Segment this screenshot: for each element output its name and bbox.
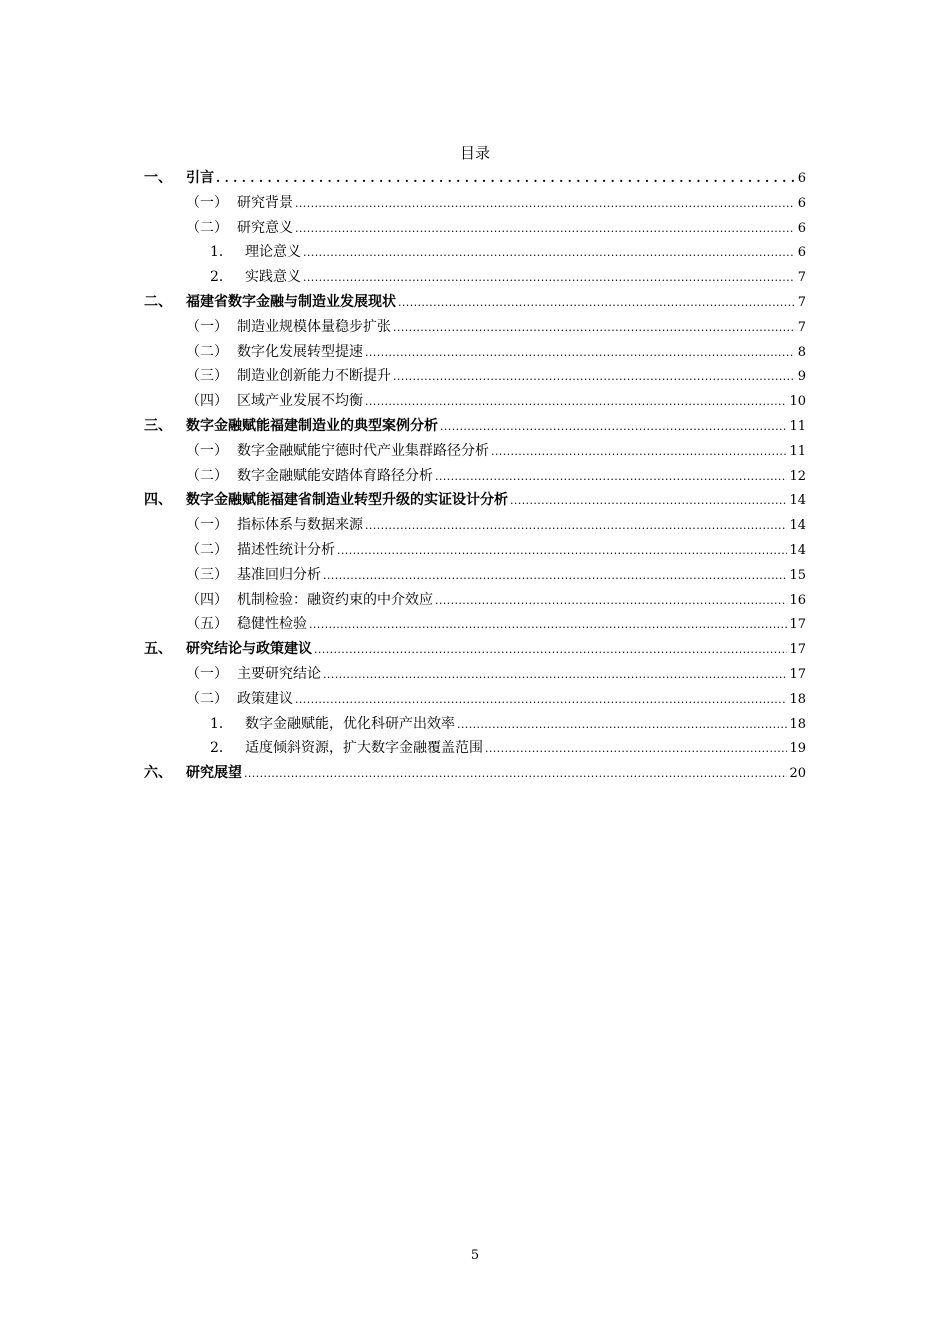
dot-leader bbox=[337, 539, 787, 564]
toc-entry-page: 18 bbox=[789, 691, 806, 707]
toc-entry-page: 10 bbox=[789, 394, 806, 410]
toc-entry-label: 数字金融赋能福建省制造业转型升级的实证设计分析 bbox=[186, 492, 508, 509]
toc-entry-level-2[interactable] bbox=[144, 464, 806, 489]
toc-entry-page: 20 bbox=[789, 766, 806, 782]
toc-entry-label: 政策建议 bbox=[237, 690, 293, 707]
toc-entry-level-2[interactable] bbox=[144, 340, 806, 365]
toc-entry-number: 六、 bbox=[144, 765, 172, 782]
toc-entry-page: 7 bbox=[797, 319, 806, 335]
dot-leader bbox=[365, 341, 794, 366]
toc-entry-page: 17 bbox=[789, 617, 806, 633]
toc-entry-label: 指标体系与数据来源 bbox=[237, 517, 363, 534]
toc-entry-level-3[interactable] bbox=[144, 712, 806, 737]
dot-leader bbox=[435, 589, 787, 614]
toc-entry-label: 研究意义 bbox=[237, 219, 293, 236]
dot-leader bbox=[365, 390, 787, 415]
toc-entry-page: 6 bbox=[797, 245, 806, 261]
toc-entry-level-2[interactable] bbox=[144, 513, 806, 538]
toc-entry-page: 14 bbox=[789, 493, 806, 509]
toc-entry-number: （二） bbox=[186, 343, 228, 360]
page-number: 5 bbox=[470, 1248, 480, 1263]
toc-entry-number: （二） bbox=[186, 467, 228, 484]
toc-entry-label: 机制检验：融资约束的中介效应 bbox=[237, 591, 433, 608]
toc-entry-page: 18 bbox=[789, 716, 806, 732]
toc-entry-label: 数字金融赋能，优化科研产出效率 bbox=[245, 715, 455, 732]
toc-entry-number: 五、 bbox=[144, 641, 172, 658]
dot-leader bbox=[393, 365, 794, 390]
toc-entry-page: 8 bbox=[797, 344, 806, 360]
table-of-contents bbox=[144, 166, 806, 786]
toc-entry-level-3[interactable] bbox=[144, 736, 806, 761]
toc-entry-number: （一） bbox=[186, 194, 228, 211]
toc-entry-page: 19 bbox=[789, 741, 806, 757]
toc-entry-page: 12 bbox=[789, 468, 806, 484]
dot-leader bbox=[393, 316, 794, 341]
toc-entry-label: 福建省数字金融与制造业发展现状 bbox=[186, 293, 396, 310]
toc-entry-number: （三） bbox=[186, 368, 228, 385]
dot-leader bbox=[398, 291, 794, 316]
toc-entry-number: 二、 bbox=[144, 293, 172, 310]
toc-entry-page: 14 bbox=[789, 518, 806, 534]
toc-entry-page: 17 bbox=[789, 642, 806, 658]
toc-entry-level-1[interactable] bbox=[144, 166, 806, 191]
dot-leader bbox=[510, 489, 787, 514]
toc-entry-number: （二） bbox=[186, 541, 228, 558]
toc-entry-label: 稳健性检验 bbox=[237, 616, 307, 633]
toc-entry-level-1[interactable] bbox=[144, 761, 806, 786]
toc-entry-level-2[interactable] bbox=[144, 662, 806, 687]
toc-entry-label: 研究结论与政策建议 bbox=[186, 641, 312, 658]
toc-entry-level-3[interactable] bbox=[144, 265, 806, 290]
toc-entry-label: 制造业规模体量稳步扩张 bbox=[237, 318, 391, 335]
toc-entry-level-2[interactable] bbox=[144, 687, 806, 712]
toc-entry-number: （一） bbox=[186, 665, 228, 682]
dot-leader bbox=[216, 166, 794, 191]
toc-entry-number: （四） bbox=[186, 591, 228, 608]
toc-entry-page: 7 bbox=[797, 270, 806, 286]
toc-entry-page: 11 bbox=[789, 418, 806, 434]
toc-entry-number: （一） bbox=[186, 517, 228, 534]
dot-leader bbox=[323, 663, 787, 688]
dot-leader bbox=[440, 415, 787, 440]
toc-entry-level-2[interactable] bbox=[144, 588, 806, 613]
toc-entry-label: 区域产业发展不均衡 bbox=[237, 393, 363, 410]
toc-entry-level-2[interactable] bbox=[144, 439, 806, 464]
dot-leader bbox=[295, 217, 794, 242]
toc-entry-number: 1． bbox=[210, 715, 233, 732]
toc-entry-level-1[interactable] bbox=[144, 637, 806, 662]
toc-entry-label: 数字金融赋能福建制造业的典型案例分析 bbox=[186, 417, 438, 434]
toc-entry-label: 描述性统计分析 bbox=[237, 541, 335, 558]
toc-entry-level-2[interactable] bbox=[144, 563, 806, 588]
toc-entry-label: 数字化发展转型提速 bbox=[237, 343, 363, 360]
toc-entry-page: 6 bbox=[797, 171, 806, 186]
toc-entry-number: （五） bbox=[186, 616, 228, 633]
toc-entry-level-1[interactable] bbox=[144, 488, 806, 513]
dot-leader bbox=[303, 266, 794, 291]
dot-leader bbox=[485, 737, 787, 762]
toc-entry-number: （一） bbox=[186, 442, 228, 459]
toc-entry-label: 制造业创新能力不断提升 bbox=[237, 368, 391, 385]
toc-entry-number: （三） bbox=[186, 566, 228, 583]
dot-leader bbox=[457, 713, 787, 738]
toc-entry-level-3[interactable] bbox=[144, 240, 806, 265]
toc-entry-label: 基准回归分析 bbox=[237, 566, 321, 583]
toc-entry-label: 研究展望 bbox=[186, 765, 242, 782]
toc-entry-page: 6 bbox=[797, 195, 806, 211]
toc-entry-level-1[interactable] bbox=[144, 414, 806, 439]
dot-leader bbox=[295, 192, 794, 217]
dot-leader bbox=[309, 613, 787, 638]
toc-title: 目录 bbox=[459, 144, 490, 162]
toc-entry-level-1[interactable] bbox=[144, 290, 806, 315]
toc-entry-level-2[interactable] bbox=[144, 612, 806, 637]
toc-entry-number: （一） bbox=[186, 318, 228, 335]
dot-leader bbox=[303, 241, 794, 266]
toc-entry-number: 四、 bbox=[144, 492, 172, 509]
dot-leader bbox=[491, 440, 787, 465]
toc-entry-number: 1． bbox=[210, 244, 233, 261]
toc-entry-level-2[interactable] bbox=[144, 216, 806, 241]
dot-leader bbox=[365, 514, 787, 539]
toc-entry-number: 三、 bbox=[144, 417, 172, 434]
toc-entry-label: 理论意义 bbox=[245, 244, 301, 261]
dot-leader bbox=[244, 762, 787, 787]
toc-entry-label: 研究背景 bbox=[237, 194, 293, 211]
toc-entry-label: 主要研究结论 bbox=[237, 665, 321, 682]
toc-entry-label: 数字金融赋能宁德时代产业集群路径分析 bbox=[237, 442, 489, 459]
toc-entry-level-2[interactable] bbox=[144, 389, 806, 414]
toc-entry-number: 一、 bbox=[144, 170, 172, 186]
toc-entry-level-2[interactable] bbox=[144, 364, 806, 389]
toc-entry-page: 15 bbox=[789, 567, 806, 583]
dot-leader bbox=[435, 465, 787, 490]
toc-entry-page: 14 bbox=[789, 542, 806, 558]
toc-entry-number: 2． bbox=[210, 740, 233, 757]
dot-leader bbox=[314, 638, 787, 663]
dot-leader bbox=[323, 564, 787, 589]
toc-entry-page: 11 bbox=[789, 443, 806, 459]
toc-entry-number: （二） bbox=[186, 690, 228, 707]
toc-entry-page: 9 bbox=[797, 369, 806, 385]
toc-entry-label: 适度倾斜资源，扩大数字金融覆盖范围 bbox=[245, 740, 483, 757]
toc-entry-page: 17 bbox=[789, 666, 806, 682]
toc-entry-number: （二） bbox=[186, 219, 228, 236]
toc-entry-level-2[interactable] bbox=[144, 315, 806, 340]
dot-leader bbox=[295, 688, 787, 713]
toc-entry-page: 7 bbox=[797, 294, 806, 310]
toc-entry-number: 2． bbox=[210, 269, 233, 286]
toc-entry-page: 6 bbox=[797, 220, 806, 236]
toc-entry-label: 实践意义 bbox=[245, 269, 301, 286]
toc-entry-page: 16 bbox=[789, 592, 806, 608]
toc-entry-label: 引言 bbox=[186, 170, 214, 186]
toc-entry-label: 数字金融赋能安踏体育路径分析 bbox=[237, 467, 433, 484]
toc-entry-number: （四） bbox=[186, 393, 228, 410]
toc-entry-level-2[interactable] bbox=[144, 191, 806, 216]
toc-entry-level-2[interactable] bbox=[144, 538, 806, 563]
